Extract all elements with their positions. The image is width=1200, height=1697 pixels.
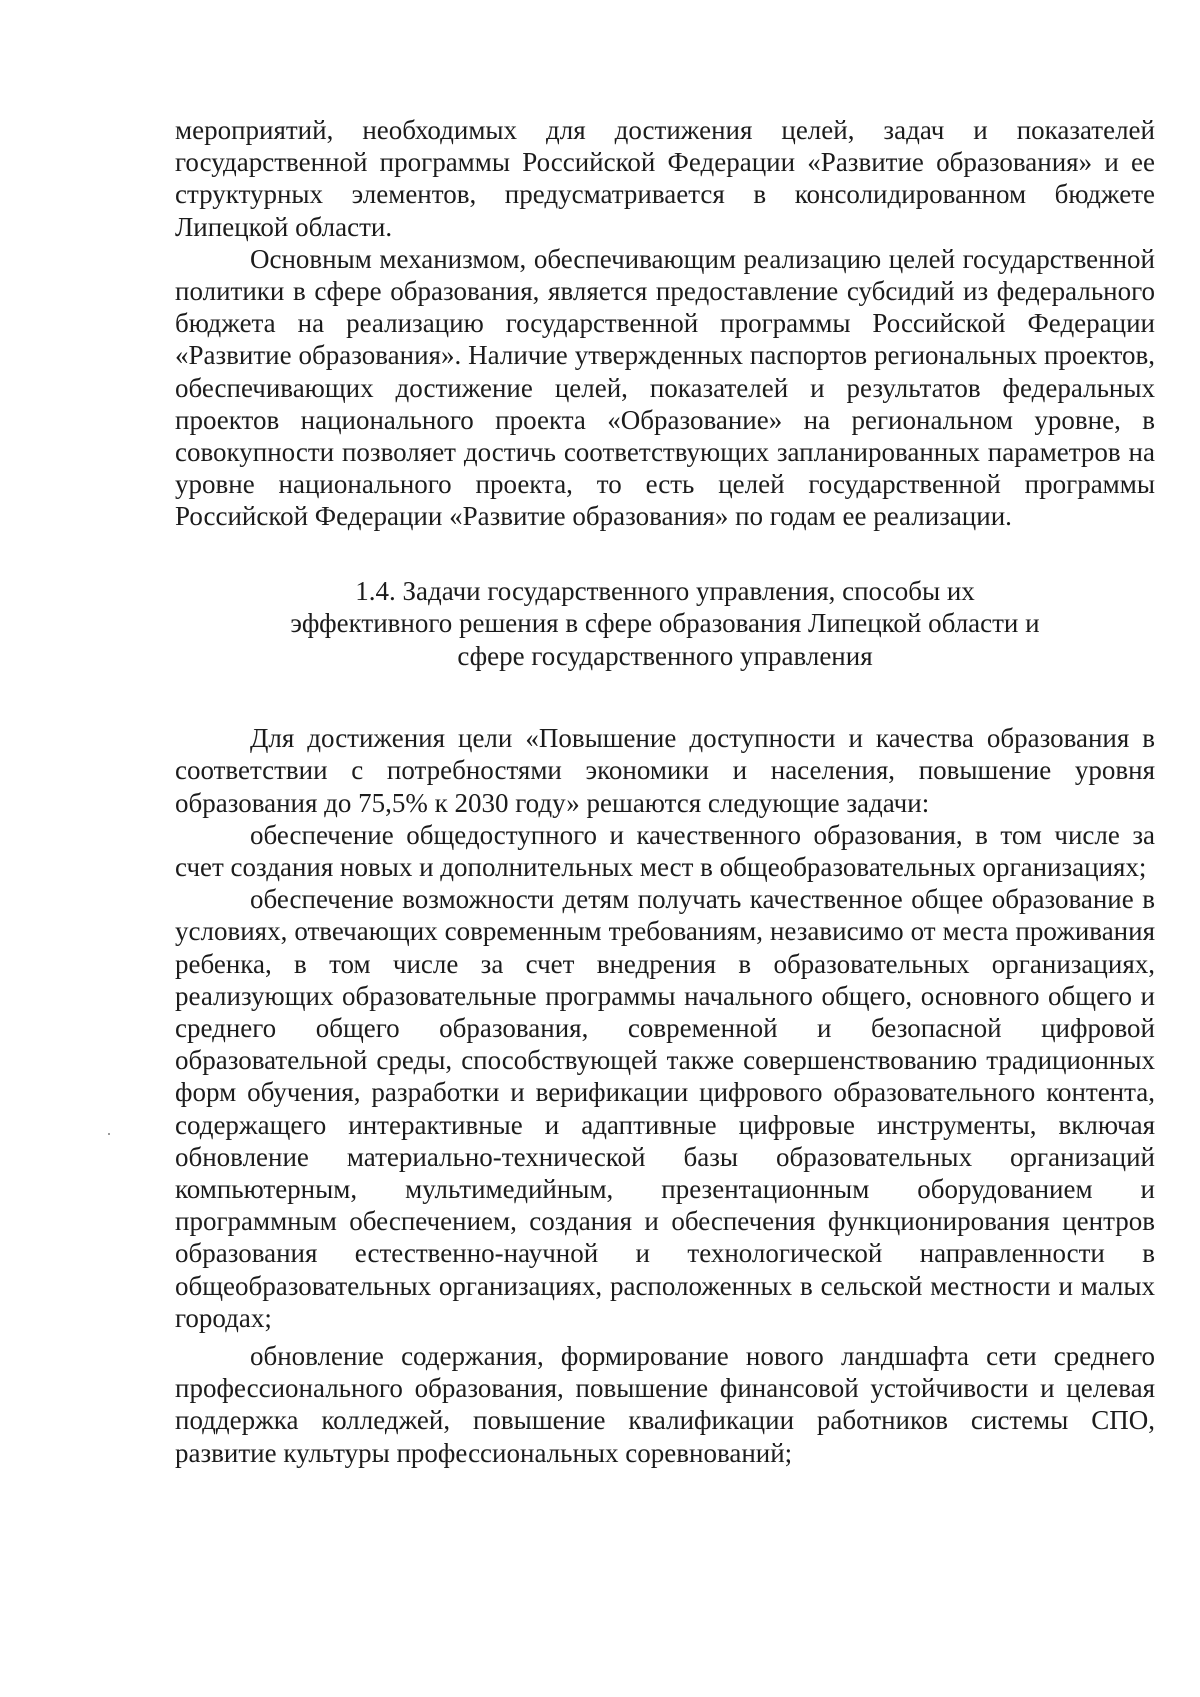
scan-speck: [108, 1133, 110, 1135]
section-heading: [175, 575, 1155, 673]
task-item-digital-environment: обеспечение возможности детям получать качественное общее образование в условиях, отвечающих современным требованиям, независимо от места проживания ребенка, в том числе за счет внедрения в образовательных организациях, реализующих образовательные программы начального общего, основного общего и среднего общего образования, современной и безопасной цифровой образовательной среды, способствующей также совершенствованию традиционных форм обучения, разработки и верификации цифрового образовательного контента, содержащего интерактивные и адаптивные цифровые инструменты, включая обновление материально-технической базы образовательных организаций компьютерным, мультимедийным, презентационным оборудованием и программным обеспечением, создания и обеспечения функционирования центров образования естественно-научной и технологической направленности в общеобразовательных организациях, расположенных в сельской местности и малых городах;: [175, 884, 1155, 1333]
paragraph-budget-continuation: мероприятий, необходимых для достижения целей, задач и показателей государственной программы Российской Федерации «Развитие образования» и ее структурных элементов, предусматривается в консолидированном бюджете Липецкой области.: [175, 115, 1155, 242]
document-body: [175, 114, 1155, 1469]
paragraph-main-mechanism: Основным механизмом, обеспечивающим реализацию целей государственной политики в сфере образования, является предоставление субсидий из федерального бюджета на реализацию государственной программы Российской Федерации «Развитие образования». Наличие утвержденных паспортов региональных проектов, обеспечивающих достижение целей, показателей и результатов федеральных проектов национального проекта «Образование» на региональном уровне, в совокупности позволяет достичь соответствующих запланированных параметров на уровне национального проекта, то есть целей государственной программы Российской Федерации «Развитие образования» по годам ее реализации.: [175, 243, 1155, 532]
section-heading-line-3: сфере государственного управления: [457, 640, 873, 671]
section-heading-line-1: 1.4. Задачи государственного управления, способы их: [355, 575, 975, 606]
section-heading-line-2: эффективного решения в сфере образования Липецкой области и: [290, 608, 1040, 639]
paragraph-goal-intro: Для достижения цели «Повышение доступности и качества образования в соответствии с потребностями экономики и населения, повышение уровня образования до 75,5% к 2030 году» решаются следующие задачи:: [175, 723, 1155, 818]
task-item-vocational-education: обновление содержания, формирование нового ландшафта сети среднего профессионального образования, повышение финансовой устойчивости и целевая поддержка колледжей, повышение квалификации работников системы СПО, развитие культуры профессиональных соревнований;: [175, 1341, 1155, 1468]
task-item-general-education: обеспечение общедоступного и качественного образования, в том числе за счет создания новых и дополнительных мест в общеобразовательных организациях;: [175, 819, 1155, 882]
